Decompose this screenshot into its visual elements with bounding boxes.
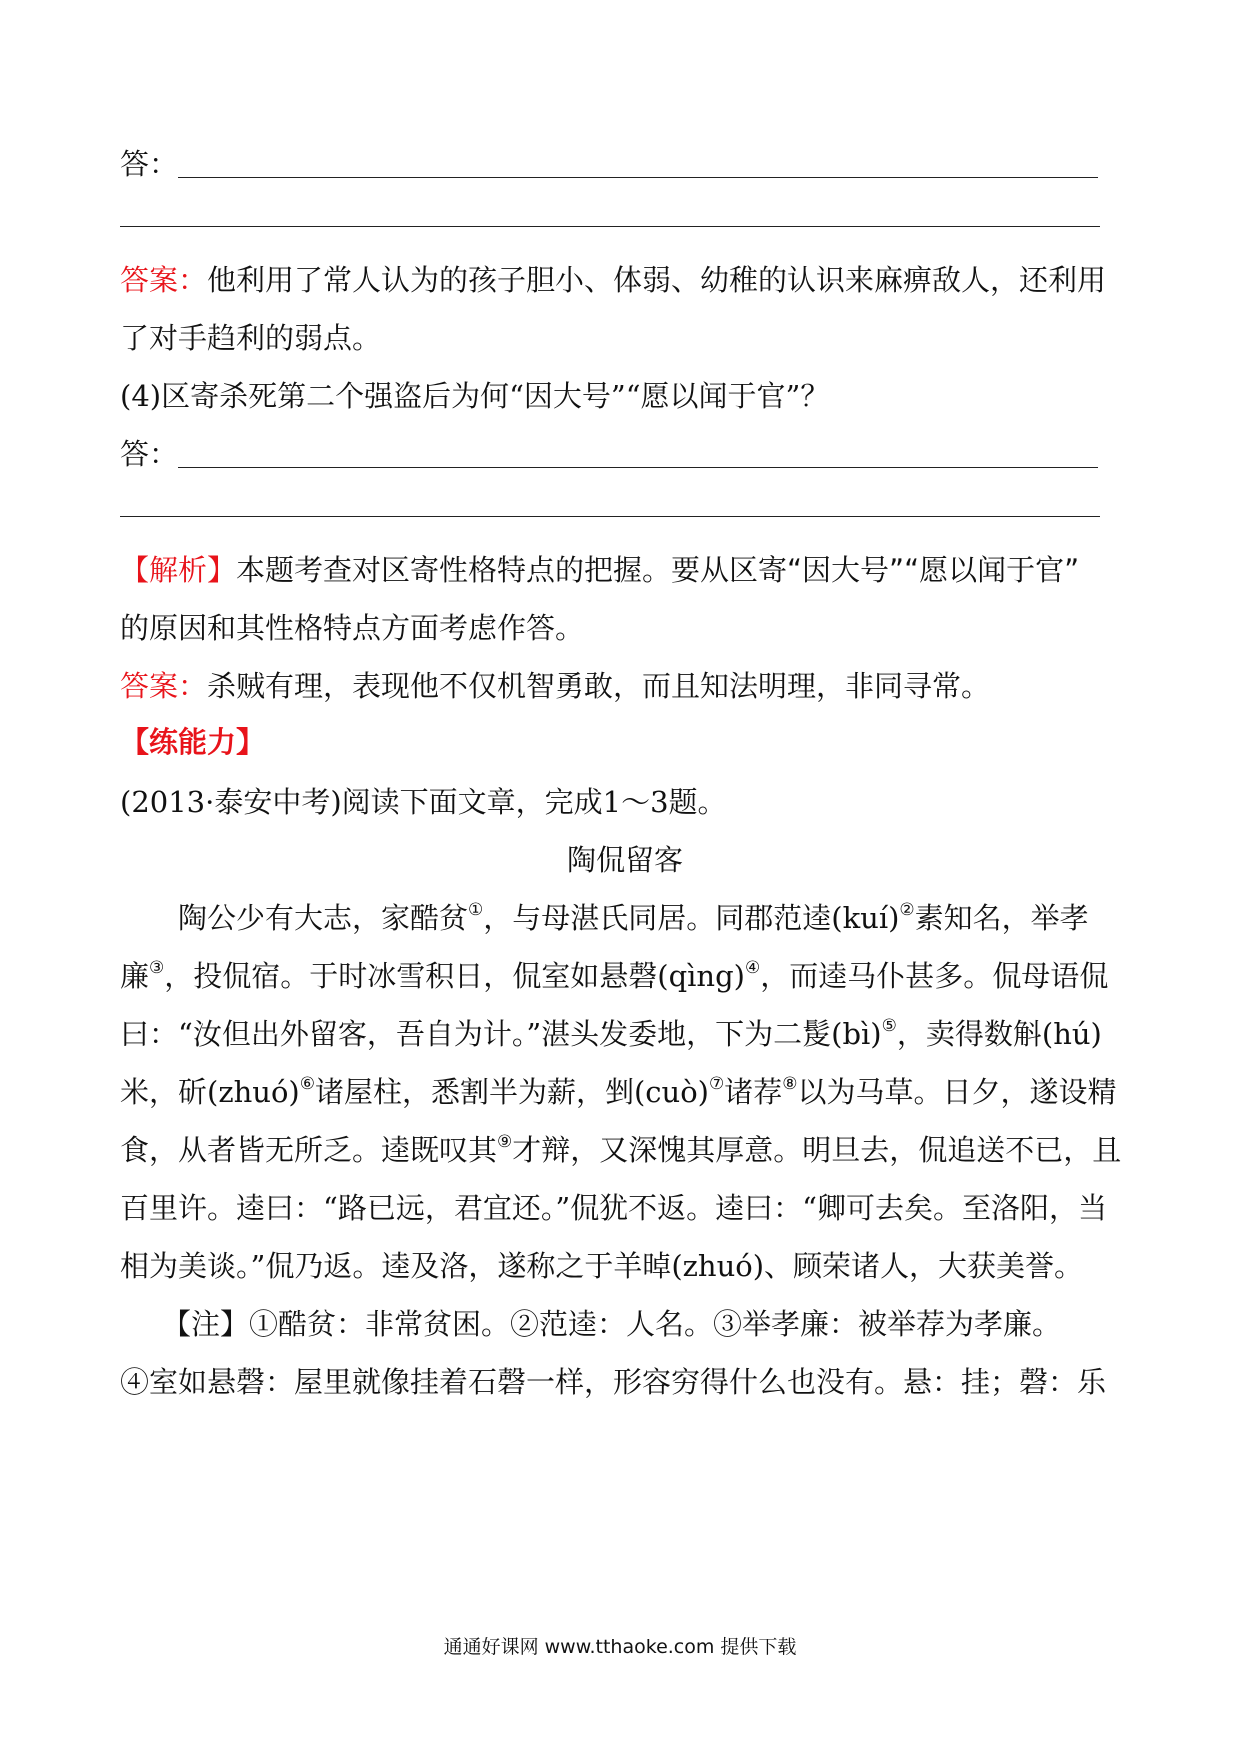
q4-analysis-line-2: 的原因和其性格特点方面考虑作答。: [120, 611, 585, 645]
q4-analysis-label: 【解析】: [120, 553, 237, 587]
q3-answer-line-1: [120, 258, 1130, 302]
article-text: 以为马草。日夕，遂设精: [797, 1075, 1117, 1109]
footnote-ref-8: ⑧: [782, 1074, 798, 1095]
q3-answer-label: 答案：: [120, 263, 208, 297]
article-line-7: 相为美谈。”侃乃返。逵及洛，遂称之于羊晫(zhuó)、顾荣诸人，大获美誉。: [120, 1249, 1084, 1283]
footnote-ref-1: ①: [468, 900, 484, 921]
article-line-4: [120, 1070, 1130, 1114]
article-line-1: [120, 896, 1130, 940]
article-title: 陶侃留客: [566, 843, 683, 877]
q3-answer-row: [120, 142, 1130, 186]
footnote-ref-6: ⑥: [299, 1074, 315, 1095]
footnote-ref-5: ⑤: [881, 1016, 897, 1037]
q3-answer-prefix: 答：: [120, 147, 179, 181]
article-line-5: [120, 1128, 1130, 1172]
q4-answer-text: 杀贼有理，表现他不仅机智勇敢，而且知法明理，非同寻常。: [207, 669, 991, 703]
footnote-ref-4: ④: [744, 958, 761, 979]
article-text: 素知名，举孝: [914, 901, 1089, 935]
notes-line-1: 【注】①酷贫：非常贫困。②范逵：人名。③举孝廉：被举荐为孝廉。: [162, 1307, 1062, 1341]
article-line-2: [120, 954, 1130, 998]
article-text: ，与母湛氏同居。同郡范逵(kuí): [483, 901, 900, 935]
footnote-ref-7: ⑦: [709, 1074, 725, 1095]
footnote-ref-3: ③: [149, 958, 165, 979]
q4-answer-prefix: 答：: [120, 437, 179, 471]
article-text: 诸荐: [724, 1075, 783, 1109]
section-title: 【练能力】: [120, 725, 266, 759]
article-text: ，卖得数斛(hú): [896, 1017, 1102, 1051]
footnote-ref-9: ⑨: [497, 1132, 513, 1153]
article-text: ，而逵马仆甚多。侃母语侃: [760, 959, 1109, 993]
article-text: 才辩，又深愧其厚意。明旦去，侃追送不已，且: [512, 1133, 1122, 1167]
q3-answer-blank-1[interactable]: [178, 155, 1098, 178]
q4-answer-blank-2[interactable]: [120, 516, 1100, 517]
article-text: 陶公少有大志，家酷贫: [178, 901, 469, 935]
article-text: 诸屋柱，悉割半为薪，剉(cuò): [314, 1075, 709, 1109]
article-text: 廉: [120, 959, 150, 993]
footnote-ref-2: ②: [899, 900, 915, 921]
notes-line-2: ④室如悬磬：屋里就像挂着石磬一样，形容穷得什么也没有。悬：挂；磬：乐: [120, 1365, 1107, 1399]
q3-answer-line-2: 了对手趋利的弱点。: [120, 321, 382, 355]
q3-answer-text-1: 他利用了常人认为的孩子胆小、体弱、幼稚的认识来麻痹敌人，还利用: [207, 263, 1107, 297]
article-text: ，投侃宿。于时冰雪积日，侃室如悬磬(qìng): [164, 959, 745, 993]
q4-analysis-text-1: 本题考查对区寄性格特点的把握。要从区寄“因大号”“愿以闻于官”: [236, 553, 1080, 587]
q3-answer-blank-2[interactable]: [120, 226, 1100, 227]
article-line-3: [120, 1012, 1130, 1056]
q4-answer-row: [120, 432, 1130, 476]
article-text: 食，从者皆无所乏。逵既叹其: [120, 1133, 498, 1167]
q4-answer-label: 答案：: [120, 669, 208, 703]
article-text: 米，斫(zhuó): [120, 1075, 300, 1109]
q4-answer: [120, 664, 1130, 708]
q4-analysis-line-1: [120, 548, 1130, 592]
section-intro: (2013·泰安中考)阅读下面文章，完成1～3题。: [120, 785, 727, 819]
q4-question: (4)区寄杀死第二个强盗后为何“因大号”“愿以闻于官”？: [120, 379, 830, 413]
q4-answer-blank-1[interactable]: [178, 445, 1098, 468]
article-text: 曰：“汝但出外留客，吾自为计。”湛头发委地，下为二髲(bì): [120, 1017, 882, 1051]
page-footer: 通通好课网 www.tthaoke.com 提供下载: [443, 1636, 797, 1658]
article-line-6: 百里许。逵曰：“路已远，君宜还。”侃犹不返。逵曰：“卿可去矣。至洛阳，当: [120, 1191, 1107, 1225]
